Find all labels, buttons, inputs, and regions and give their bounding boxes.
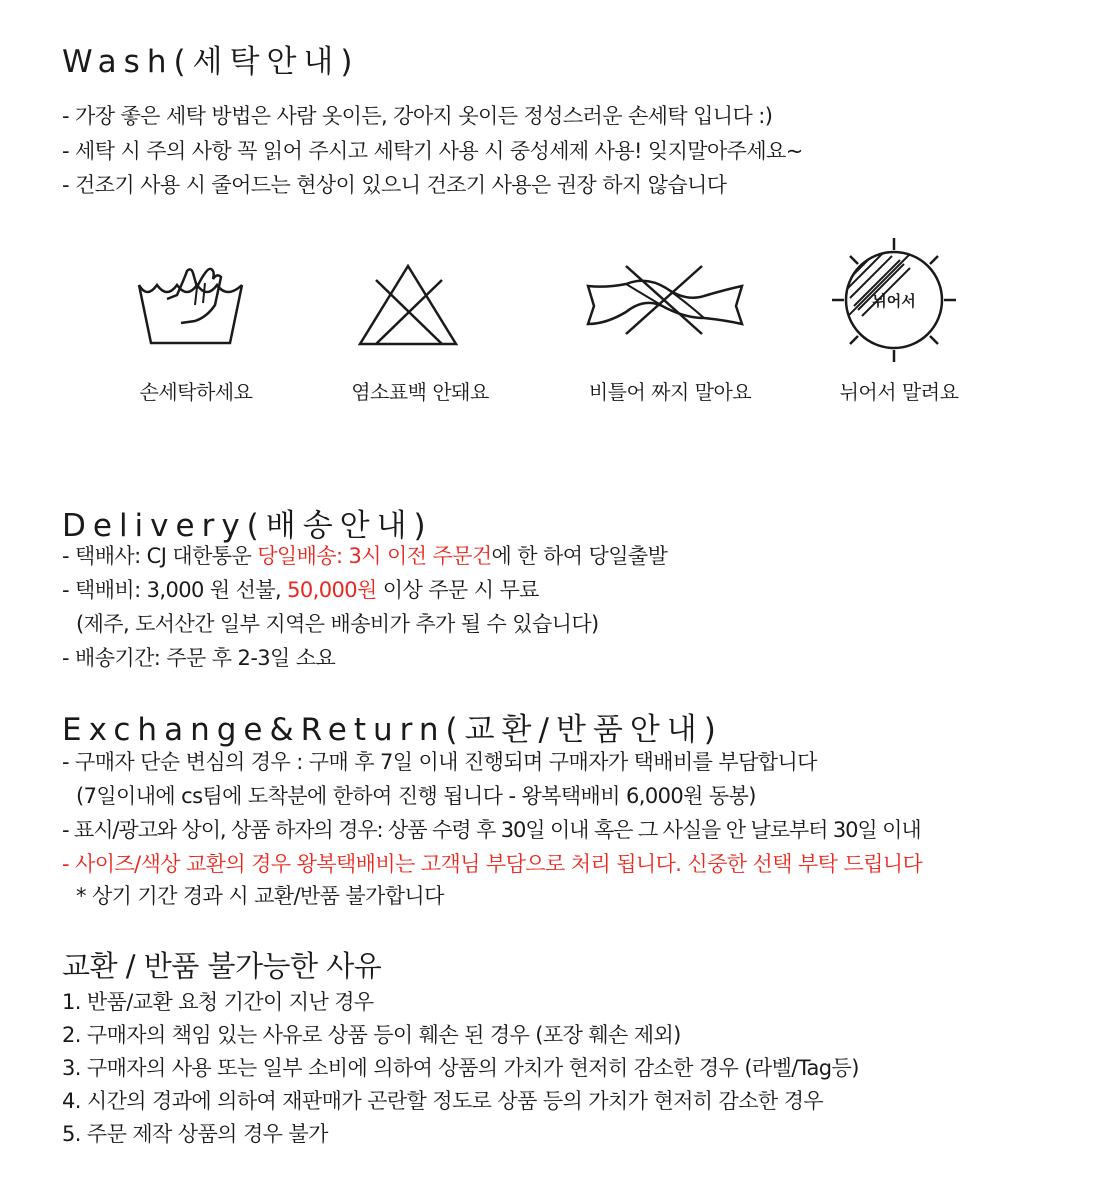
delivery-line-2: - 택배비: 3,000 원 선불, 50,000원 이상 주문 시 무료 bbox=[62, 578, 539, 602]
nonreturn-item-4: 4. 시간의 경과에 의하여 재판매가 곤란할 정도로 상품 등의 가치가 현저히 감소한 경우 bbox=[62, 1089, 824, 1113]
no-bleach-label: 염소표백 안돼요 bbox=[351, 380, 489, 404]
nonreturn-title: 교환 / 반품 불가능한 사유 bbox=[62, 949, 382, 983]
wash-line-3: - 건조기 사용 시 줄어드는 현상이 있으니 건조기 사용은 권장 하지 않습니다 bbox=[62, 173, 727, 197]
exchange-line-1: - 구매자 단순 변심의 경우 : 구매 후 7일 이내 진행되며 구매자가 택배비를 부담합니다 bbox=[62, 750, 817, 774]
exchange-title: Exchange&Return(교환/반품안내) bbox=[62, 712, 723, 748]
hand-wash-label: 손세탁하세요 bbox=[139, 380, 253, 404]
delivery-line-1: - 택배사: CJ 대한통운 당일배송: 3시 이전 주문건에 한 하여 당일출발 bbox=[62, 544, 668, 568]
no-wring-label: 비틀어 짜지 말아요 bbox=[588, 380, 752, 404]
delivery-line-4: - 배송기간: 주문 후 2-3일 소요 bbox=[62, 646, 336, 670]
exchange-line-5: * 상기 기간 경과 시 교환/반품 불가합니다 bbox=[76, 884, 444, 908]
nonreturn-item-5: 5. 주문 제작 상품의 경우 불가 bbox=[62, 1122, 328, 1146]
exchange-line-4: - 사이즈/색상 교환의 경우 왕복택배비는 고객님 부담으로 처리 됩니다. 신중한 선택 부탁 드립니다 bbox=[62, 852, 923, 876]
exchange-line-2: (7일이내에 cs팀에 도착분에 한하여 진행 됩니다 - 왕복택배비 6,000원 동봉) bbox=[76, 784, 756, 808]
hand-wash-icon bbox=[137, 265, 247, 345]
flat-dry-icon bbox=[832, 238, 956, 362]
nonreturn-item-2: 2. 구매자의 책임 있는 사유로 상품 등이 훼손 된 경우 (포장 훼손 제외) bbox=[62, 1023, 681, 1047]
no-wring-icon bbox=[586, 262, 744, 336]
nonreturn-item-1: 1. 반품/교환 요청 기간이 지난 경우 bbox=[62, 990, 374, 1014]
wash-line-1: - 가장 좋은 세탁 방법은 사람 옷이든, 강아지 옷이든 정성스러운 손세탁 입니다 :) bbox=[62, 104, 773, 128]
delivery-title: Delivery(배송안내) bbox=[62, 508, 433, 544]
wash-title: Wash(세탁안내) bbox=[62, 44, 360, 80]
delivery-line-3: (제주, 도서산간 일부 지역은 배송비가 추가 될 수 있습니다) bbox=[76, 612, 599, 636]
exchange-line-3: - 표시/광고와 상이, 상품 하자의 경우: 상품 수령 후 30일 이내 혹은 그 사실을 안 날로부터 30일 이내 bbox=[62, 818, 921, 842]
no-bleach-icon bbox=[358, 262, 458, 346]
flat-dry-label: 뉘어서 말려요 bbox=[839, 380, 959, 404]
flat-dry-icon-text: 뉘어서 bbox=[872, 292, 916, 310]
wash-line-2: - 세탁 시 주의 사항 꼭 읽어 주시고 세탁기 사용 시 중성세제 사용! 잊지말아주세요~ bbox=[62, 139, 803, 163]
nonreturn-item-3: 3. 구매자의 사용 또는 일부 소비에 의하여 상품의 가치가 현저히 감소한 경우 (라벨/Tag등) bbox=[62, 1056, 859, 1080]
